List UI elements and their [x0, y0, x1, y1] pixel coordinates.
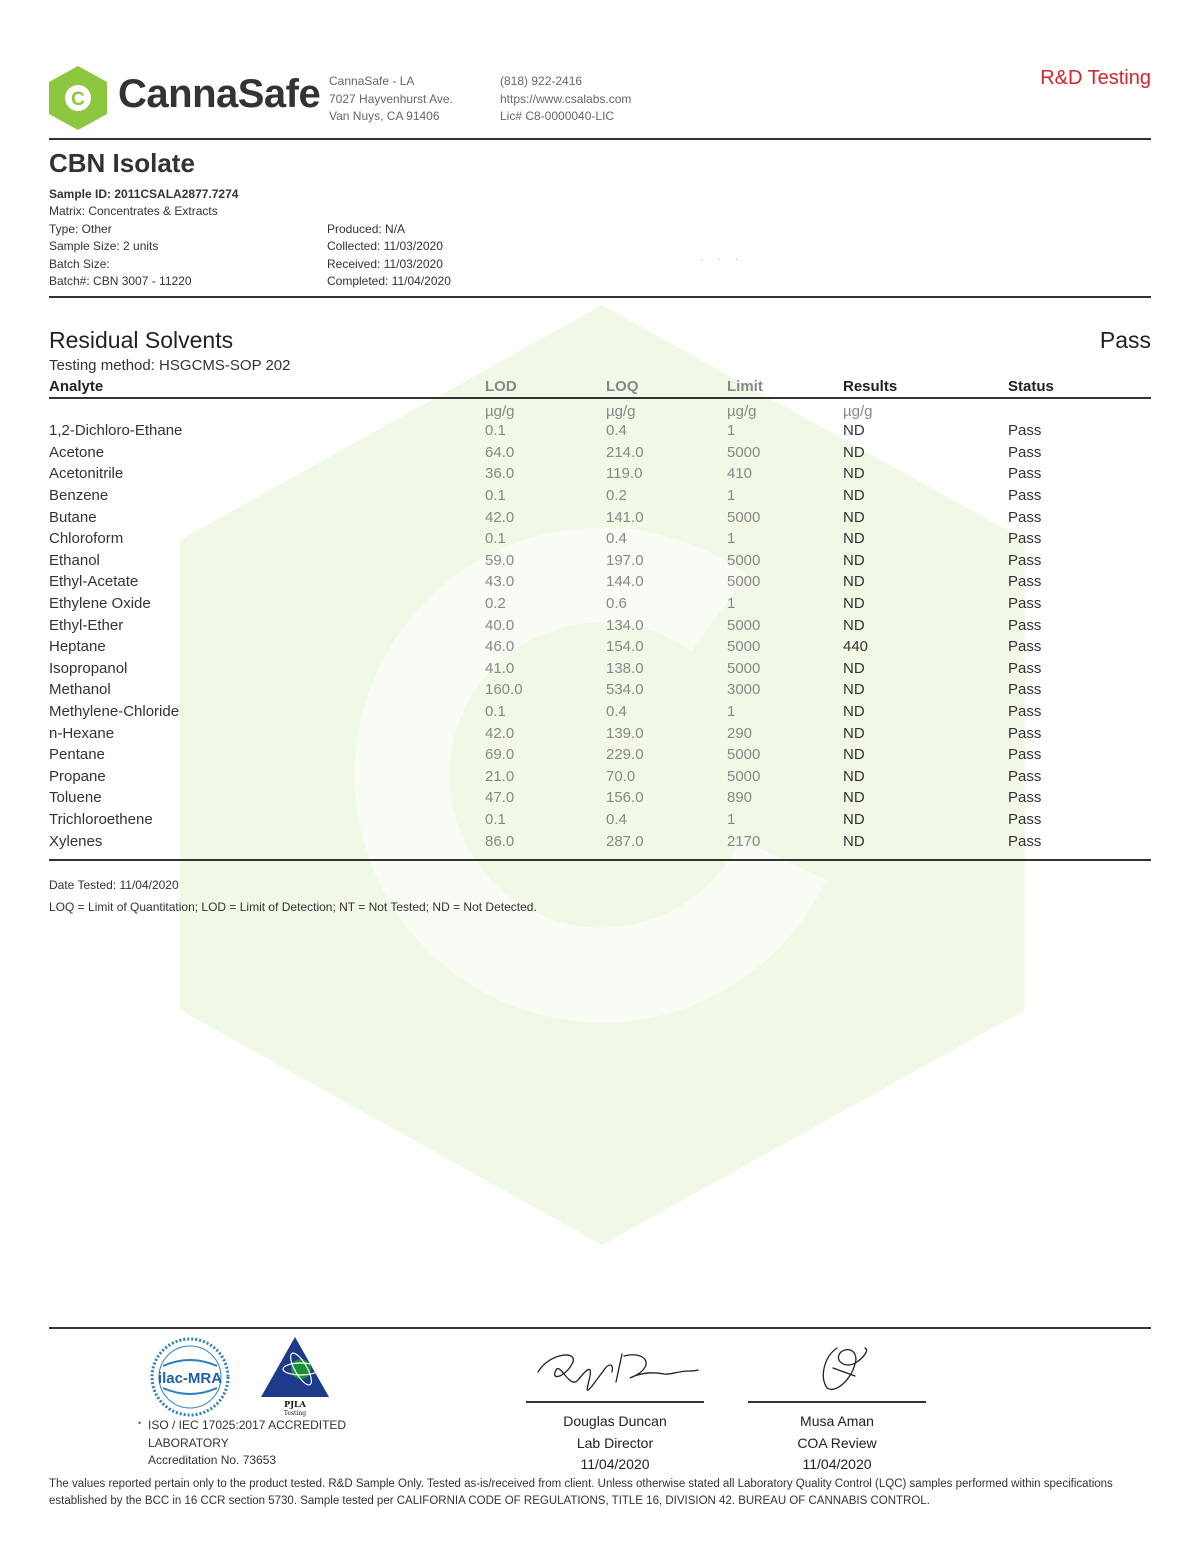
table-row: [49, 463, 1151, 485]
svg-text:Testing: Testing: [283, 1410, 307, 1417]
cell-lod: 46.0: [485, 638, 515, 656]
units-row: µg/g µg/g µg/g µg/g: [485, 402, 873, 420]
cell-lod: 42.0: [485, 724, 515, 742]
cell-loq: 197.0: [606, 551, 644, 569]
cell-result: ND: [843, 832, 865, 850]
cell-loq: 214.0: [606, 443, 644, 461]
accreditation-text: ISO / IEC 17025:2017 ACCREDITED LABORATORY Accreditation No. 73653: [148, 1418, 347, 1467]
col-analyte: Analyte: [49, 377, 485, 398]
signature-line: [526, 1401, 704, 1403]
cell-loq: 0.4: [606, 530, 627, 548]
cell-result: ND: [843, 767, 865, 785]
table-row: [49, 658, 1151, 680]
cell-status: Pass: [1008, 443, 1042, 461]
cell-loq: 0.2: [606, 487, 627, 505]
cell-loq: 534.0: [606, 681, 644, 699]
ilac-mra-logo-icon: [149, 1336, 231, 1418]
cell-status: Pass: [1008, 681, 1042, 699]
cell-analyte: Isopropanol: [49, 659, 128, 677]
testing-method: Testing method: HSGCMS-SOP 202: [49, 357, 291, 374]
cell-result: ND: [843, 789, 865, 807]
cell-loq: 287.0: [606, 832, 644, 850]
table-row: [49, 679, 1151, 701]
cell-result: ND: [843, 573, 865, 591]
date-tested: Date Tested: 11/04/2020: [49, 878, 179, 892]
cell-lod: 0.1: [485, 810, 506, 828]
table-row: [49, 571, 1151, 593]
cell-result: ND: [843, 681, 865, 699]
cell-result: ND: [843, 724, 865, 742]
cell-lod: 69.0: [485, 746, 515, 764]
cell-result: ND: [843, 487, 865, 505]
cell-lod: 160.0: [485, 681, 523, 699]
letterhead: [49, 66, 1151, 138]
col-lod: LOD: [485, 377, 606, 398]
results-table: [49, 377, 1151, 852]
cell-lod: 43.0: [485, 573, 515, 591]
signature-douglas-duncan: [530, 1342, 702, 1398]
cell-analyte: Acetone: [49, 443, 105, 461]
cell-lod: 41.0: [485, 659, 515, 677]
lab-address: CannaSafe - LA 7027 Hayvenhurst Ave. Van Nuys, CA 91406: [329, 74, 453, 123]
signer-musa-aman: [748, 1411, 926, 1476]
cell-status: Pass: [1008, 422, 1042, 440]
cell-result: ND: [843, 810, 865, 828]
table-row: [49, 744, 1151, 766]
cell-analyte: Heptane: [49, 638, 106, 656]
cell-limit: 890: [727, 789, 753, 807]
cell-limit: 2170: [727, 832, 761, 850]
cell-result: ND: [843, 659, 865, 677]
table-row: [49, 809, 1151, 831]
svg-text:ilac-MRA: ilac-MRA: [157, 1370, 223, 1387]
phone: (818) 922-2416: [500, 74, 583, 88]
table-row: [49, 830, 1151, 852]
cell-result: ND: [843, 508, 865, 526]
cell-loq: 154.0: [606, 638, 644, 656]
cell-result: ND: [843, 746, 865, 764]
cell-status: Pass: [1008, 810, 1042, 828]
batch-number: Batch#: CBN 3007 - 11220: [49, 274, 192, 289]
cell-lod: 0.1: [485, 422, 506, 440]
cell-result: ND: [843, 595, 865, 613]
brand-name: CannaSafe: [118, 72, 321, 116]
cell-analyte: Methylene-Chloride: [49, 703, 180, 721]
cell-lod: 42.0: [485, 508, 515, 526]
cell-loq: 156.0: [606, 789, 644, 807]
cell-loq: 144.0: [606, 573, 644, 591]
cell-limit: 5000: [727, 551, 761, 569]
table-row: [49, 550, 1151, 572]
cell-status: Pass: [1008, 638, 1042, 656]
signature-musa-aman: [815, 1342, 875, 1396]
website-link[interactable]: https://www.csalabs.com: [500, 91, 632, 106]
cell-lod: 0.1: [485, 487, 506, 505]
cell-lod: 47.0: [485, 789, 515, 807]
header-divider: [49, 138, 1151, 140]
testing-type-label: R&D Testing: [1040, 67, 1151, 89]
cell-status: Pass: [1008, 767, 1042, 785]
cell-analyte: Xylenes: [49, 832, 103, 850]
lab-contact: [500, 73, 631, 126]
cell-analyte: 1,2-Dichloro-Ethane: [49, 422, 183, 440]
section-status: Pass: [1099, 327, 1151, 353]
cell-analyte: Trichloroethene: [49, 810, 153, 828]
table-row: [49, 701, 1151, 723]
cell-status: Pass: [1008, 724, 1042, 742]
cell-lod: 0.1: [485, 530, 506, 548]
cell-analyte: Ethanol: [49, 551, 100, 569]
cell-status: Pass: [1008, 616, 1042, 634]
cell-analyte: Methanol: [49, 681, 111, 699]
table-row: [49, 420, 1151, 442]
cell-limit: 5000: [727, 746, 761, 764]
product-name: CBN Isolate: [49, 148, 195, 178]
cell-status: Pass: [1008, 573, 1042, 591]
section-title: Residual Solvents: [49, 327, 234, 353]
cell-analyte: Propane: [49, 767, 106, 785]
cell-result: ND: [843, 703, 865, 721]
signer-douglas-duncan: [526, 1411, 704, 1476]
cell-lod: 59.0: [485, 551, 515, 569]
cell-loq: 138.0: [606, 659, 644, 677]
cell-result: 440: [843, 638, 869, 656]
cell-analyte: n-Hexane: [49, 724, 115, 742]
cell-loq: 0.6: [606, 595, 627, 613]
table-row: [49, 485, 1151, 507]
cell-result: ND: [843, 530, 865, 548]
matrix: Matrix: Concentrates & Extracts: [49, 204, 218, 219]
cell-status: Pass: [1008, 465, 1042, 483]
info-divider: [49, 296, 1151, 298]
cell-limit: 410: [727, 465, 753, 483]
cell-loq: 70.0: [606, 767, 636, 785]
cell-limit: 290: [727, 724, 753, 742]
signature-line: [748, 1401, 926, 1403]
cell-limit: 5000: [727, 616, 761, 634]
signer-date: 11/04/2020: [580, 1456, 650, 1472]
cell-analyte: Benzene: [49, 487, 109, 505]
table-header-row: [49, 377, 1151, 398]
cell-status: Pass: [1008, 789, 1042, 807]
cell-result: ND: [843, 465, 865, 483]
cell-limit: 1: [727, 595, 736, 613]
table-row: [49, 442, 1151, 464]
table-row: [49, 614, 1151, 636]
notes: [49, 874, 537, 918]
cell-analyte: Butane: [49, 508, 97, 526]
signer-name: Musa Aman: [800, 1413, 874, 1429]
cell-status: Pass: [1008, 508, 1042, 526]
cell-limit: 5000: [727, 443, 761, 461]
completed: Completed: 11/04/2020: [327, 274, 451, 289]
cell-lod: 86.0: [485, 832, 515, 850]
svg-text:PJLA: PJLA: [284, 1399, 306, 1409]
cell-result: ND: [843, 551, 865, 569]
faint-dots: · · ·: [700, 254, 744, 264]
cell-loq: 0.4: [606, 810, 627, 828]
pjla-testing-logo-icon: [259, 1335, 331, 1419]
col-status: Status: [1008, 377, 1151, 398]
cell-status: Pass: [1008, 551, 1042, 569]
signer-date: 11/04/2020: [802, 1456, 872, 1472]
cell-status: Pass: [1008, 595, 1042, 613]
cell-limit: 3000: [727, 681, 761, 699]
table-row: [49, 766, 1151, 788]
cell-limit: 1: [727, 487, 736, 505]
cell-result: ND: [843, 616, 865, 634]
cell-lod: 64.0: [485, 443, 515, 461]
batch-size: Batch Size:: [49, 256, 110, 271]
cell-loq: 229.0: [606, 746, 644, 764]
cell-loq: 0.4: [606, 422, 627, 440]
cell-limit: 5000: [727, 638, 761, 656]
sample-info-dates: [327, 221, 451, 291]
cell-lod: 0.1: [485, 703, 506, 721]
table-row: [49, 528, 1151, 550]
table-divider: [49, 859, 1151, 861]
cell-limit: 1: [727, 810, 736, 828]
cannasafe-logo-icon: [49, 66, 107, 130]
cell-analyte: Acetonitrile: [49, 465, 124, 483]
cell-status: Pass: [1008, 659, 1042, 677]
sample-info-left: [49, 186, 238, 290]
license: Lic# C8-0000040-LIC: [500, 109, 615, 123]
cell-analyte: Chloroform: [49, 530, 124, 548]
abbreviation-legend: LOQ = Limit of Quantitation; LOD = Limit of Detection; NT = Not Tested; ND = Not Detected.: [49, 900, 537, 914]
cell-limit: 1: [727, 703, 736, 721]
col-results: Results: [843, 377, 1008, 398]
cell-analyte: Toluene: [49, 789, 102, 807]
produced: Produced: N/A: [327, 222, 406, 236]
cell-limit: 1: [727, 530, 736, 548]
table-row: [49, 636, 1151, 658]
cell-limit: 1: [727, 422, 736, 440]
sample-id: Sample ID: 2011CSALA2877.7274: [49, 187, 239, 201]
table-row: [49, 506, 1151, 528]
signer-role: Lab Director: [576, 1434, 654, 1451]
cell-status: Pass: [1008, 832, 1042, 850]
cell-status: Pass: [1008, 746, 1042, 764]
received: Received: 11/03/2020: [327, 256, 443, 271]
cell-result: ND: [843, 443, 865, 461]
footer-divider: [49, 1327, 1151, 1329]
cell-lod: 0.2: [485, 595, 506, 613]
cell-lod: 21.0: [485, 767, 515, 785]
disclaimer: The values reported pertain only to the product tested. R&D Sample Only. Tested as-is/received from client. Unless otherwise stated all Laboratory Quality Control (LQC) samples performed within specifications established by the BCC in 16 CCR section 5730. Sample tested per CALIFORNIA CODE OF REGULATIONS, TITLE 16, DIVISION 42. BUREAU OF CANNABIS CONTROL.: [49, 1478, 1113, 1507]
cell-status: Pass: [1008, 703, 1042, 721]
sample-size: Sample Size: 2 units: [49, 239, 159, 254]
cell-analyte: Pentane: [49, 746, 105, 764]
cell-loq: 141.0: [606, 508, 644, 526]
cell-limit: 5000: [727, 659, 761, 677]
bullet-icon: •: [138, 1418, 142, 1428]
table-row: [49, 787, 1151, 809]
cell-status: Pass: [1008, 487, 1042, 505]
cell-limit: 5000: [727, 573, 761, 591]
cell-result: ND: [843, 422, 865, 440]
table-row: [49, 593, 1151, 615]
cell-analyte: Ethyl-Ether: [49, 616, 124, 634]
cell-loq: 134.0: [606, 616, 644, 634]
cell-limit: 5000: [727, 767, 761, 785]
cell-lod: 40.0: [485, 616, 515, 634]
signer-name: Douglas Duncan: [563, 1413, 667, 1429]
cell-analyte: Ethylene Oxide: [49, 595, 151, 613]
col-limit: Limit: [727, 377, 843, 398]
cell-analyte: Ethyl-Acetate: [49, 573, 139, 591]
collected: Collected: 11/03/2020: [327, 239, 443, 254]
table-row: [49, 722, 1151, 744]
cell-status: Pass: [1008, 530, 1042, 548]
cell-lod: 36.0: [485, 465, 515, 483]
cell-loq: 0.4: [606, 703, 627, 721]
cell-loq: 119.0: [606, 465, 643, 483]
type: Type: Other: [49, 221, 112, 236]
logo-letter: C: [71, 89, 85, 110]
signer-role: COA Review: [797, 1434, 877, 1451]
col-loq: LOQ: [606, 377, 727, 398]
cell-loq: 139.0: [606, 724, 644, 742]
cell-limit: 5000: [727, 508, 761, 526]
